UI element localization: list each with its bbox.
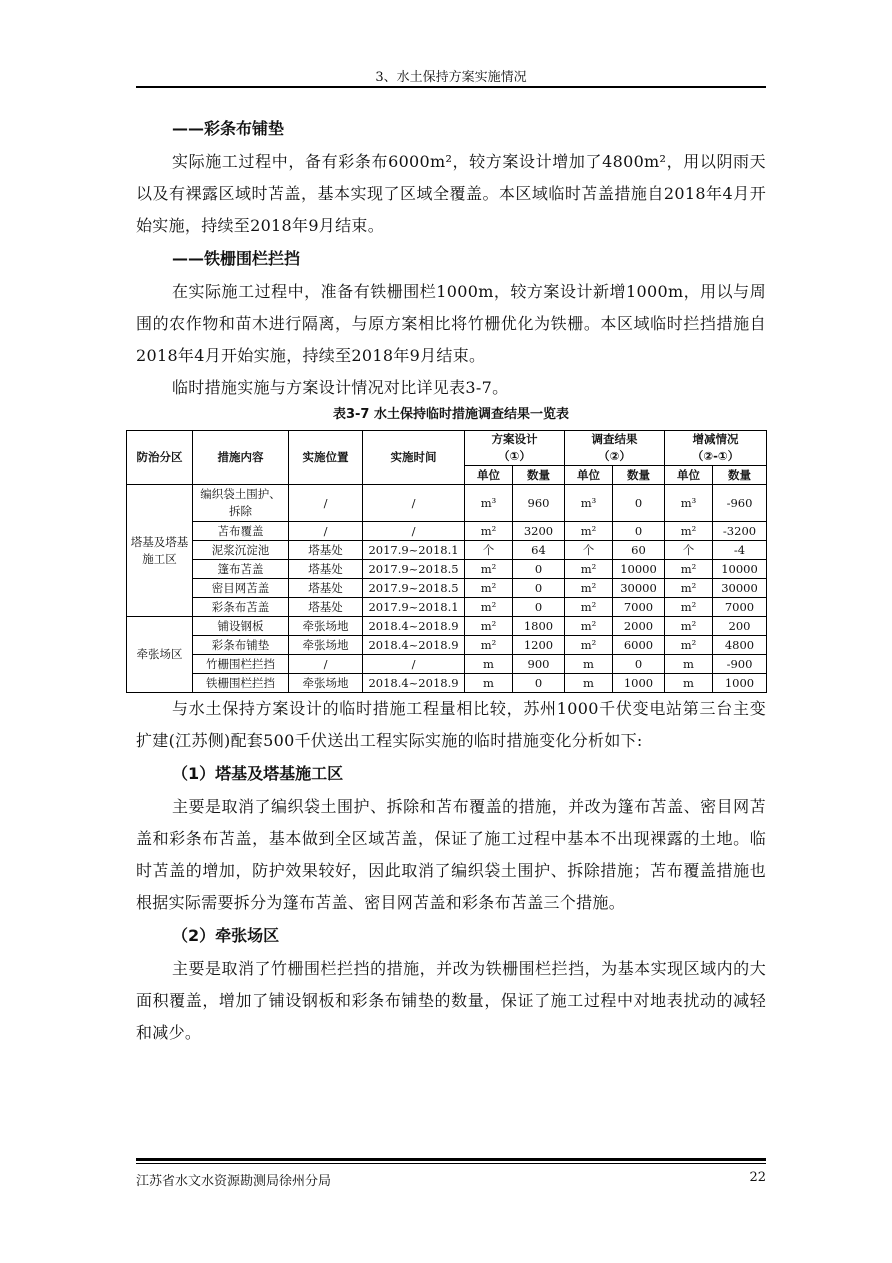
cell-qty: 960 [513,485,565,522]
cell-qty: 200 [713,617,767,636]
cell-unit: m² [565,522,613,541]
cell-measure: 彩条布铺垫 [193,636,289,655]
cell-unit: m² [665,598,713,617]
cell-qty: 2000 [613,617,665,636]
cell-qty: 1000 [613,674,665,693]
header-rule [136,86,766,88]
cell-location: 塔基处 [289,579,363,598]
cell-time: / [363,522,465,541]
table-row [127,522,767,541]
cell-measure: 密目网苫盖 [193,579,289,598]
cell-location: 牵张场地 [289,636,363,655]
header-qty: 数量 [613,466,665,485]
cell-qty: -4 [713,541,767,560]
cell-qty: 60 [613,541,665,560]
cell-qty: -3200 [713,522,767,541]
header-survey-label: 调查结果 [591,432,638,446]
table-row [127,541,767,560]
cell-unit: m² [665,579,713,598]
cell-measure: 彩条布苫盖 [193,598,289,617]
section-heading-iron-fence: ——铁栅围栏拦挡 [172,249,301,268]
table-row [127,579,767,598]
header-design-label: 方案设计 [491,432,538,446]
cell-unit: m [465,655,513,674]
cell-qty: 4800 [713,636,767,655]
cell-measure: 铁栅围栏拦挡 [193,674,289,693]
header-change [665,431,767,466]
cell-qty: 3200 [513,522,565,541]
cell-unit: m³ [565,485,613,522]
cell-time: / [363,655,465,674]
paragraph-tower-area: 主要是取消了编织袋土围护、拆除和苫布覆盖的措施，并改为篷布苫盖、密目网苫盖和彩条布苫盖，基本做到全区域苫盖，保证了施工过程中基本不出现裸露的土地。临时苫盖的增加，防护效果较好，因此取消了编织袋土围护、拆除措施；苫布覆盖措施也根据实际需要拆分为篷布苫盖、密目网苫盖和彩条布苫盖三个措施。 [136,797,766,912]
cell-unit: 个 [465,541,513,560]
cell-qty: 0 [613,485,665,522]
cell-unit: m³ [465,485,513,522]
paragraph-color-strip-cloth: 实际施工过程中，备有彩条布6000m²，较方案设计增加了4800m²，用以阴雨天以及有裸露区域时苫盖，基本实现了区域全覆盖。本区域临时苫盖措施自2018年4月开始实施，持续至2018年9月结束。 [136,152,766,235]
cell-qty: 0 [513,674,565,693]
header-qty: 数量 [513,466,565,485]
cell-unit: m [565,655,613,674]
cell-unit: m² [465,522,513,541]
cell-qty: 900 [513,655,565,674]
cell-unit: m [565,674,613,693]
cell-measure: 苫布覆盖 [193,522,289,541]
paragraph-table-reference: 临时措施实施与方案设计情况对比详见表3-7。 [172,378,509,397]
cell-unit: m² [565,560,613,579]
cell-qty: 0 [513,579,565,598]
table-caption: 表3-7 水土保持临时措施调查结果一览表 [332,407,569,422]
cell-unit: m [665,674,713,693]
page-number: 22 [749,1170,766,1185]
cell-unit: m² [465,579,513,598]
cell-unit: m² [565,617,613,636]
paragraph-pull-area: 主要是取消了竹栅围栏拦挡的措施，并改为铁栅围栏拦挡，为基本实现区域内的大面积覆盖，增加了铺设钢板和彩条布铺垫的数量，保证了施工过程中对地表扰动的减轻和减少。 [136,959,766,1042]
cell-qty: 64 [513,541,565,560]
running-header: 3、水土保持方案实施情况 [375,70,527,85]
cell-qty: 30000 [713,579,767,598]
cell-unit: m² [565,598,613,617]
cell-unit: m² [665,522,713,541]
temporary-measures-table [126,430,767,693]
cell-qty: 10000 [713,560,767,579]
cell-location: 牵张场地 [289,617,363,636]
table-row [127,485,767,522]
cell-qty: 1200 [513,636,565,655]
zone-cell-tower: 塔基及塔基施工区 [127,485,193,617]
cell-measure: 篷布苫盖 [193,560,289,579]
cell-location: 塔基处 [289,598,363,617]
cell-unit: m² [465,560,513,579]
cell-unit: m² [665,636,713,655]
header-qty: 数量 [713,466,767,485]
cell-qty: -900 [713,655,767,674]
cell-unit: m² [465,598,513,617]
cell-measure: 编织袋土围护、拆除 [193,485,289,522]
header-unit: 单位 [465,466,513,485]
cell-time: / [363,485,465,522]
cell-time: 2017.9~2018.5 [363,579,465,598]
cell-location: 牵张场地 [289,674,363,693]
cell-location: / [289,522,363,541]
table-row [127,617,767,636]
cell-time: 2017.9~2018.5 [363,560,465,579]
header-design-sub: （①） [498,449,531,463]
cell-location: 塔基处 [289,560,363,579]
cell-time: 2017.9~2018.1 [363,598,465,617]
cell-unit: m² [665,617,713,636]
cell-time: 2018.4~2018.9 [363,674,465,693]
cell-measure: 泥浆沉淀池 [193,541,289,560]
cell-qty: 1800 [513,617,565,636]
cell-measure: 铺设钢板 [193,617,289,636]
cell-qty: 7000 [613,598,665,617]
cell-qty: 1000 [713,674,767,693]
cell-unit: 个 [565,541,613,560]
cell-qty: 0 [513,560,565,579]
cell-unit: m² [565,579,613,598]
cell-location: / [289,485,363,522]
cell-time: 2017.9~2018.1 [363,541,465,560]
paragraph-iron-fence: 在实际施工过程中，准备有铁栅围栏1000m，较方案设计新增1000m，用以与周围的农作物和苗木进行隔离，与原方案相比将竹栅优化为铁栅。本区域临时拦挡措施自2018年4月开始实施，持续至2018年9月结束。 [136,282,766,365]
header-unit: 单位 [565,466,613,485]
table-row [127,598,767,617]
cell-time: 2018.4~2018.9 [363,636,465,655]
footer-rule [136,1158,766,1164]
header-design [465,431,565,466]
cell-measure: 竹栅围栏拦挡 [193,655,289,674]
cell-time: 2018.4~2018.9 [363,617,465,636]
cell-unit: m [665,655,713,674]
header-zone: 防治分区 [127,431,193,485]
page-content [130,112,766,1049]
zone-cell-pull: 牵张场区 [127,617,193,693]
table-row [127,560,767,579]
header-unit: 单位 [665,466,713,485]
cell-qty: 10000 [613,560,665,579]
header-time: 实施时间 [363,431,465,485]
cell-qty: 0 [513,598,565,617]
header-survey [565,431,665,466]
subheading-tower-area: （1）塔基及塔基施工区 [172,764,344,783]
header-measure: 措施内容 [193,431,289,485]
section-heading-color-strip-cloth: ——彩条布铺垫 [172,119,285,138]
header-change-label: 增减情况 [692,432,739,446]
header-location: 实施位置 [289,431,363,485]
cell-unit: m [465,674,513,693]
cell-unit: m² [465,617,513,636]
cell-qty: 6000 [613,636,665,655]
footer-organization: 江苏省水文水资源勘测局徐州分局 [136,1174,332,1189]
header-survey-sub: （②） [598,449,631,463]
cell-location: 塔基处 [289,541,363,560]
cell-qty: -960 [713,485,767,522]
cell-qty: 30000 [613,579,665,598]
table-row [127,655,767,674]
cell-qty: 0 [613,522,665,541]
table-row [127,674,767,693]
cell-unit: m² [465,636,513,655]
cell-unit: 个 [665,541,713,560]
cell-unit: m² [665,560,713,579]
cell-unit: m³ [665,485,713,522]
header-change-sub: （②-①） [691,449,740,463]
cell-qty: 7000 [713,598,767,617]
paragraph-change-analysis: 与水土保持方案设计的临时措施工程量相比较，苏州1000千伏变电站第三台主变扩建(江苏侧)配套500千伏送出工程实际实施的临时措施变化分析如下: [136,699,766,750]
cell-unit: m² [565,636,613,655]
cell-location: / [289,655,363,674]
cell-qty: 0 [613,655,665,674]
table-row [127,636,767,655]
subheading-pull-area: （2）牵张场区 [172,926,280,945]
